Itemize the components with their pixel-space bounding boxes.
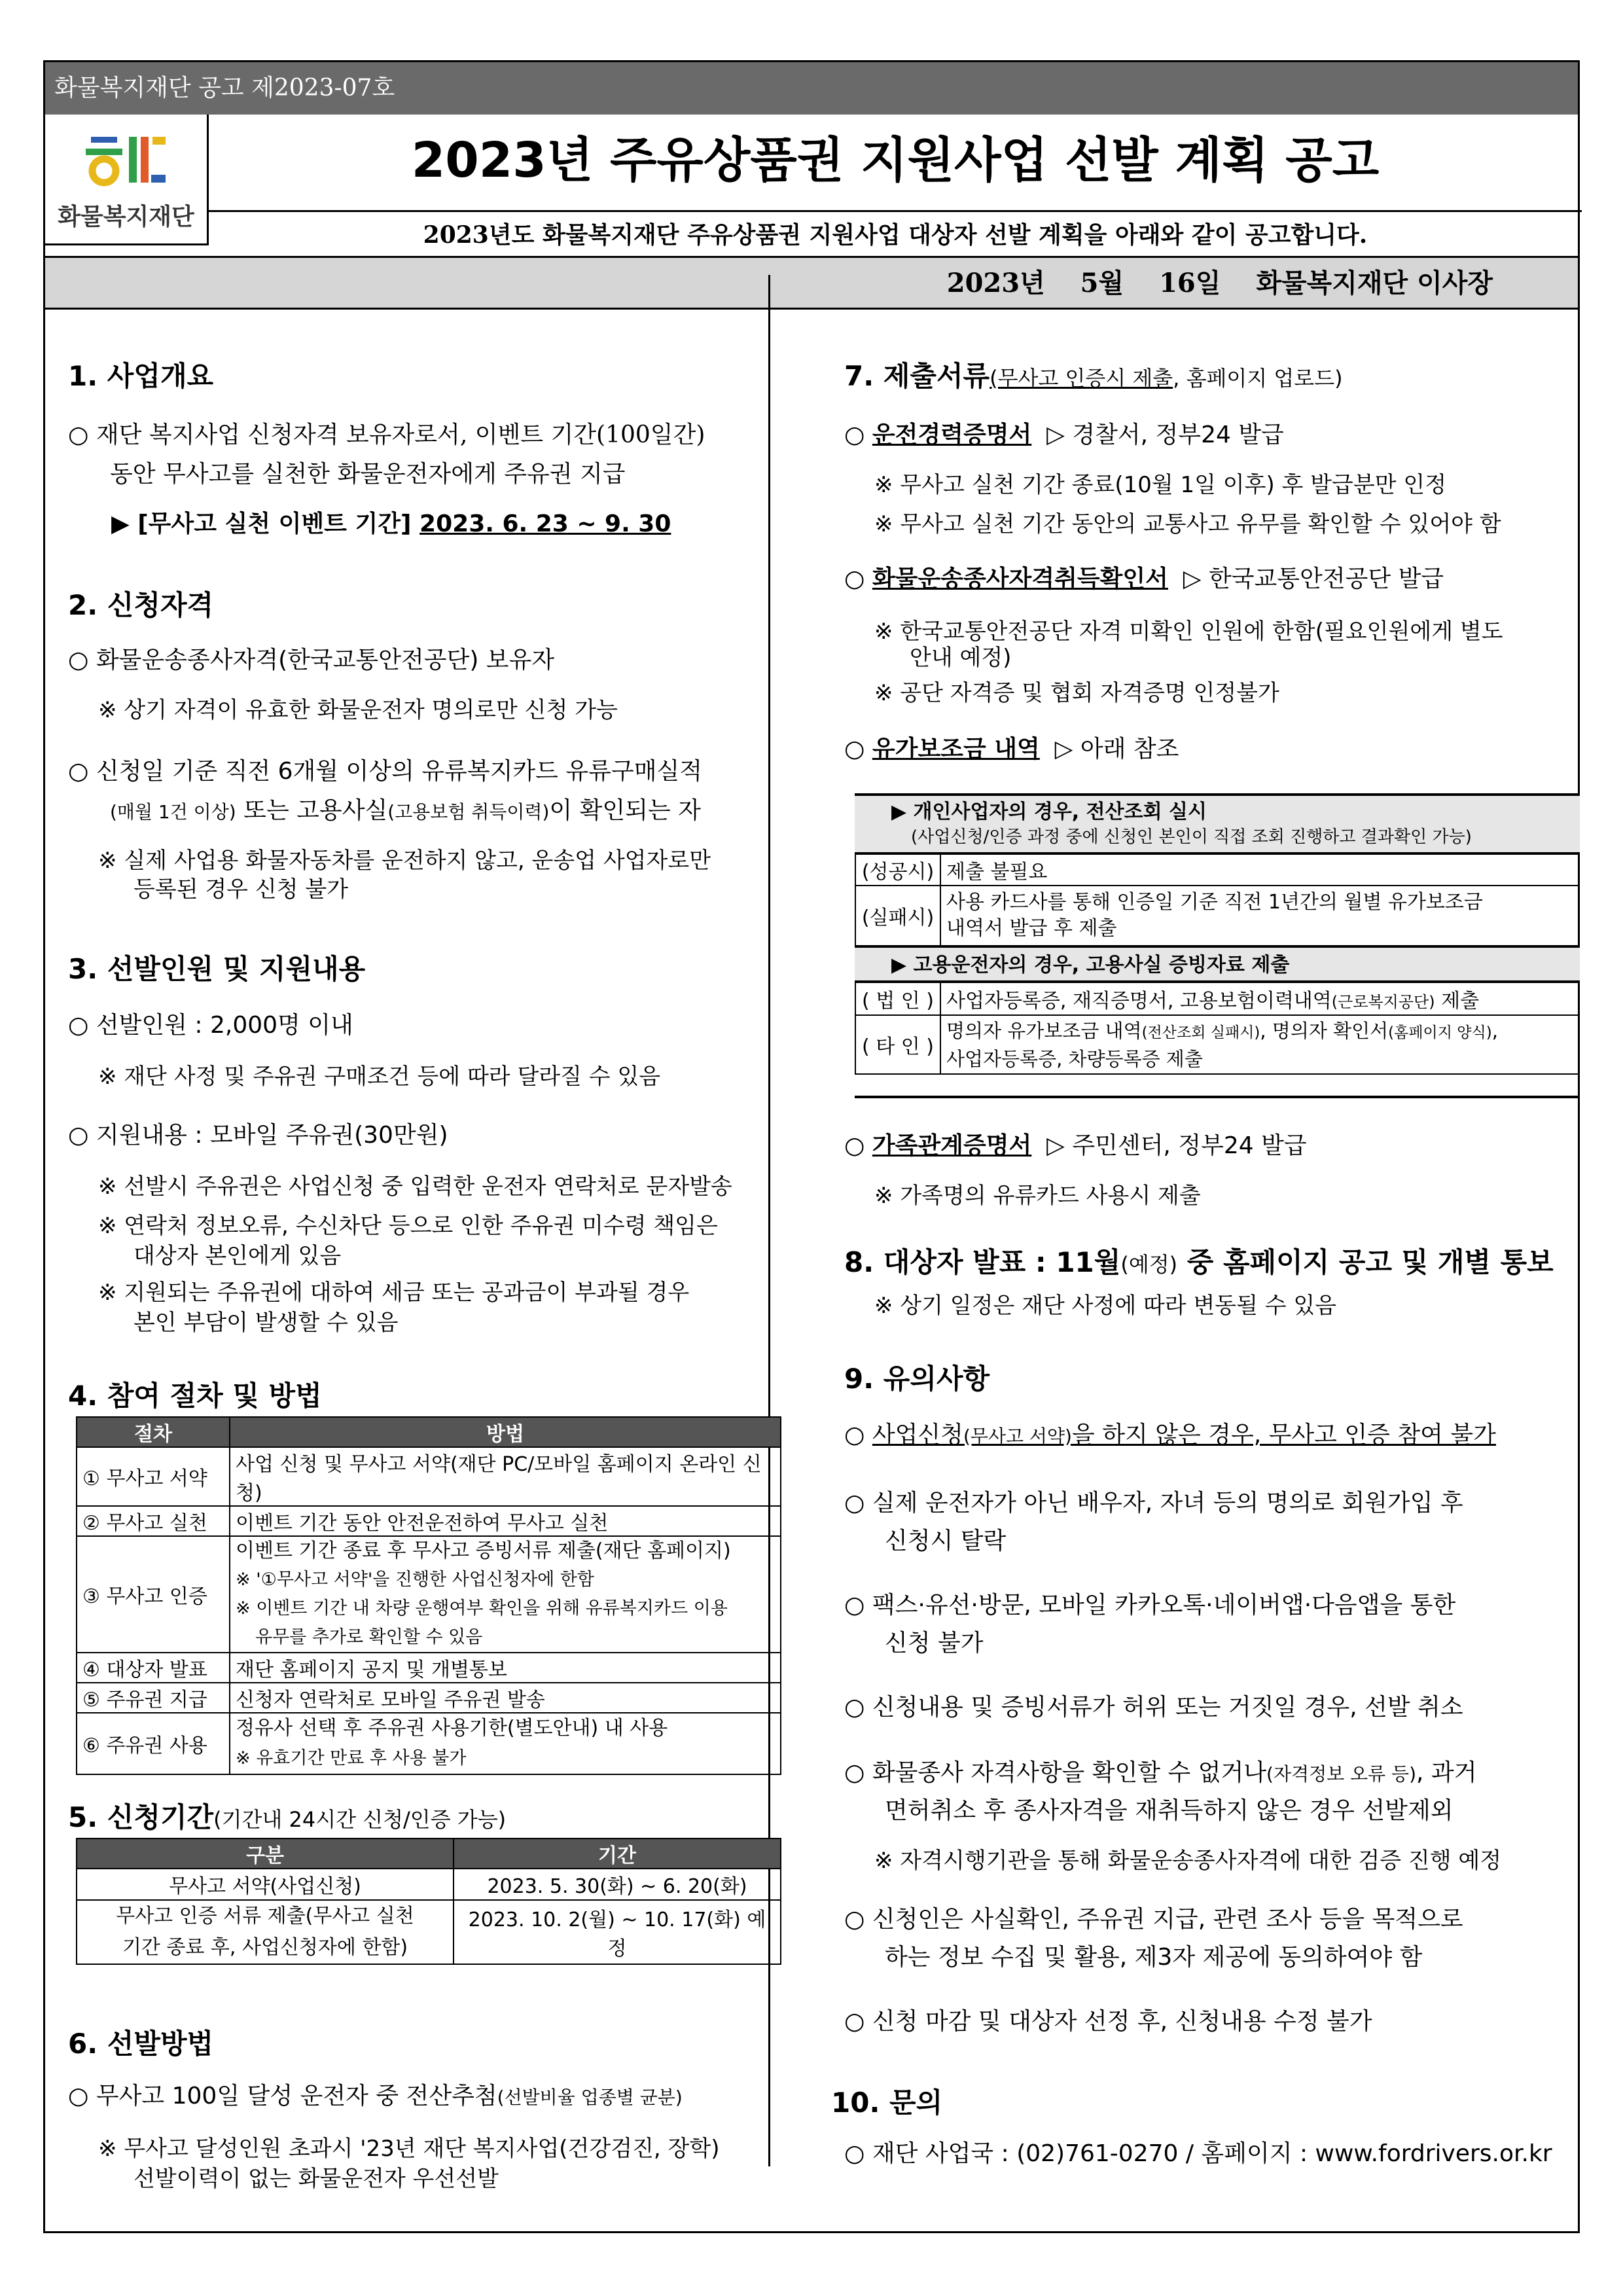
section-3-title: 3. 선발인원 및 지원내용 (68, 953, 366, 985)
procedure-head-step: 절차 (77, 1417, 230, 1447)
section-6-title: 6. 선발방법 (68, 2028, 214, 2060)
s7-doc-2: ○ 화물운송종사자격취득확인서 ▷ 한국교통안전공단 발급 (844, 565, 1444, 592)
table-row: ③ 무사고 인증 이벤트 기간 종료 후 무사고 증빙서류 제출(재단 홈페이지) ※ '①무사고 서약'을 진행한 사업신청자에 한함 ※ 이벤트 기간 내 차량 운행여부 확인을 위해 유류복지카드 이용 유무를 추가로 확인할 수 있음 (77, 1536, 781, 1653)
s2-item-1-note: ※ 상기 자격이 유효한 화물운전자 명의로만 신청 가능 (98, 697, 618, 723)
date-year: 2023년 (946, 268, 1045, 298)
s1-line1: ○ 재단 복지사업 신청자격 보유자로서, 이벤트 기간(100일간) (68, 422, 705, 448)
s7-doc-2-note1: ※ 한국교통안전공단 자격 미확인 인원에 한함(필요인원에게 별도 (874, 619, 1503, 645)
s9-item-4: ○ 신청내용 및 증빙서류가 허위 또는 거짓일 경우, 선발 취소 (844, 1694, 1463, 1721)
s9-item-3b: 신청 불가 (885, 1630, 984, 1657)
s3-item-1: ○ 선발인원 : 2,000명 이내 (68, 1012, 353, 1039)
s9-item-5b: 면허취소 후 종사자격을 재취득하지 않은 경우 선발제외 (885, 1797, 1454, 1824)
s7-doc-3: ○ 유가보조금 내역 ▷ 아래 참조 (844, 736, 1179, 762)
table-row: ① 무사고 서약 사업 신청 및 무사고 서약(재단 PC/모바일 홈페이지 온라인 신청) (77, 1447, 781, 1506)
s7-doc-2-note1b: 안내 예정) (910, 645, 1012, 671)
s1-event-period: 2023. 6. 23 ~ 9. 30 (419, 511, 671, 537)
s9-item-3a: ○ 팩스·유선·방문, 모바일 카카오톡·네이버앱·다음앱을 통한 (844, 1592, 1456, 1619)
contact-line: ○ 재단 사업국 : (02)761-0270 / 홈페이지 : www.fordrivers.or.kr (844, 2140, 1552, 2167)
s6-item-1: ○ 무사고 100일 달성 운전자 중 전산추첨(선발비율 업종별 균분) (68, 2083, 683, 2109)
s8-note: ※ 상기 일정은 재단 사정에 따라 변동될 수 있음 (874, 1293, 1337, 1319)
s9-item-2a: ○ 실제 운전자가 아닌 배우자, 자녀 등의 명의로 회원가입 후 (844, 1490, 1463, 1516)
s1-line2: 동안 무사고를 실천한 화물운전자에게 주유권 지급 (110, 461, 626, 488)
date-month: 5월 (1080, 268, 1124, 298)
s9-item-2b: 신청시 탈락 (885, 1528, 1007, 1554)
s7-doc-1-note2: ※ 무사고 실천 기간 동안의 교통사고 유무를 확인할 수 있어야 함 (874, 511, 1501, 537)
table-row: ④ 대상자 발표 재단 홈페이지 공지 및 개별통보 (77, 1653, 781, 1683)
section-8-title: 8. 대상자 발표 : 11월(예정) 중 홈페이지 공고 및 개별 통보 (844, 1246, 1554, 1278)
date-day: 16일 (1159, 268, 1221, 298)
fuel-subsidy-box: ▶ 개인사업자의 경우, 전산조회 실시 (사업신청/인증 과정 중에 신청인 본인이 직접 조회 진행하고 결과확인 가능) (성공시) 제출 불필요 (실패시) 사용 카드사를 통해 인증일 기준 직전 1년간의 월별 유가보조금 내역서 발급 후 제출 ▶ 고용운전자의 경우, 고용사실 증빙자료 제출 ( 법 인 ) 사업자등록증, 재직증명서, 고용보험이력내역(근로복지공단) 제출 ( 타 인 ) 명의자 유가보조금 내역(전산조회 실패시), 명의자 확인서(홈페이지 양식), 사업자등록증, 차량등록증 제출 (855, 793, 1580, 1098)
s7-doc-4-note: ※ 가족명의 유류카드 사용시 제출 (874, 1183, 1201, 1209)
procedure-table (76, 1416, 781, 1775)
table-row: ② 무사고 실천 이벤트 기간 동안 안전운전하여 무사고 실천 (77, 1506, 781, 1536)
s7-doc-4: ○ 가족관계증명서 ▷ 주민센터, 정부24 발급 (844, 1132, 1307, 1159)
table-row: ⑤ 주유권 지급 신청자 연락처로 모바일 주유권 발송 (77, 1683, 781, 1713)
s2-item-2: ○ 신청일 기준 직전 6개월 이상의 유류복지카드 유류구매실적 (68, 758, 703, 785)
page-subtitle: 2023년도 화물복지재단 주유상품권 지원사업 대상자 선발 계획을 아래와 같이 공고합니다. (209, 210, 1582, 256)
notice-number: 화물복지재단 공고 제2023-07호 (45, 62, 1578, 115)
s2-item-1: ○ 화물운송종사자격(한국교통안전공단) 보유자 (68, 647, 555, 673)
s1-event-label: ▶ [무사고 실천 이벤트 기간] (111, 511, 412, 537)
section-7-title: 7. 제출서류(무사고 인증시 제출, 홈페이지 업로드) (844, 360, 1343, 392)
s2-item-2-note1: ※ 실제 사업용 화물자동차를 운전하지 않고, 운송업 사업자로만 (98, 848, 711, 874)
s3-note-1: ※ 선발시 주유권은 사업신청 중 입력한 운전자 연락처로 문자발송 (98, 1174, 732, 1200)
s7-doc-1-note1: ※ 무사고 실천 기간 종료(10월 1일 이후) 후 발급분만 인정 (874, 472, 1447, 498)
procedure-head-method: 방법 (230, 1417, 781, 1447)
s9-item-5-note: ※ 자격시행기관을 통해 화물운송종사자격에 대한 검증 진행 예정 (874, 1848, 1502, 1874)
s9-item-6a: ○ 신청인은 사실확인, 주유권 지급, 관련 조사 등을 목적으로 (844, 1906, 1463, 1933)
s3-item-1-note: ※ 재단 사정 및 주유권 구매조건 등에 따라 달라질 수 있음 (98, 1064, 661, 1090)
section-5-title: 5. 신청기간(기간내 24시간 신청/인증 가능) (68, 1801, 507, 1833)
section-9-title: 9. 유의사항 (844, 1363, 990, 1395)
s9-item-5a: ○ 화물종사 자격사항을 확인할 수 없거나(자격정보 오류 등), 과거 (844, 1759, 1477, 1786)
section-2-title: 2. 신청자격 (68, 589, 214, 621)
logo-text: 화물복지재단 (58, 204, 194, 230)
s1-event (111, 505, 671, 543)
issue-date (947, 258, 1493, 309)
s7-doc-1: ○ 운전경력증명서 ▷ 경찰서, 정부24 발급 (844, 422, 1284, 448)
s3-note-2b: 대상자 본인에게 있음 (134, 1243, 342, 1269)
date-bar (45, 256, 1578, 310)
s2-item-2-note2: 등록된 경우 신청 불가 (134, 876, 349, 903)
section-10-title: 10. 문의 (831, 2087, 943, 2119)
s3-note-3b: 본인 부담이 발생할 수 있음 (134, 1310, 399, 1336)
s9-item-6b: 하는 정보 수집 및 활용, 제3자 제공에 동의하여야 함 (885, 1944, 1423, 1971)
s6-note-1: ※ 무사고 달성인원 초과시 '23년 재단 복지사업(건강검진, 장학) (98, 2136, 720, 2162)
s9-item-1: ○ 사업신청(무사고 서약)을 하지 않은 경우, 무사고 인증 참여 불가 (844, 1422, 1496, 1448)
section-1-title: 1. 사업개요 (68, 360, 214, 392)
s9-item-7: ○ 신청 마감 및 대상자 선정 후, 신청내용 수정 불가 (844, 2008, 1372, 2035)
s7-doc-2-note2: ※ 공단 자격증 및 협회 자격증명 인정불가 (874, 680, 1279, 706)
s3-item-2: ○ 지원내용 : 모바일 주유권(30만원) (68, 1122, 448, 1149)
s3-note-2a: ※ 연락처 정보오류, 수신차단 등으로 인한 주유권 미수령 책임은 (98, 1213, 718, 1239)
s6-note-2: 선발이력이 없는 화물운전자 우선선발 (134, 2166, 499, 2192)
table-row: ⑥ 주유권 사용 정유사 선택 후 주유권 사용기한(별도안내) 내 사용 ※ 유효기간 만료 후 사용 불가 (77, 1713, 781, 1774)
issuer: 화물복지재단 이사장 (1256, 268, 1493, 298)
page-title: 2023년 주유상품권 지원사업 선발 계획 공고 (411, 132, 1380, 188)
s3-note-3a: ※ 지원되는 주유권에 대하여 세금 또는 공과금이 부과될 경우 (98, 1280, 690, 1306)
table-row: 무사고 인증 서류 제출(무사고 실천 기간 종료 후, 사업신청자에 한함) 2023. 10. 2(월) ~ 10. 17(화) 예정 (77, 1900, 781, 1964)
table-row: 무사고 서약(사업신청) 2023. 5. 30(화) ~ 6. 20(화) (77, 1869, 781, 1900)
section-4-title: 4. 참여 절차 및 방법 (68, 1380, 322, 1412)
logo-box (45, 115, 209, 245)
foundation-logo-icon (86, 134, 168, 187)
period-table: 구분 기간 무사고 서약(사업신청) 2023. 5. 30(화) ~ 6. 20(화) 무사고 인증 서류 제출(무사고 실천 기간 종료 후, 사업신청자에 한함) 2023. 10. 2(월) ~ 10. 17(화) 예정 (76, 1838, 781, 1965)
s2-item-2b: (매월 1건 이상) 또는 고용사실(고용보험 취득이력)이 확인되는 자 (110, 797, 701, 824)
